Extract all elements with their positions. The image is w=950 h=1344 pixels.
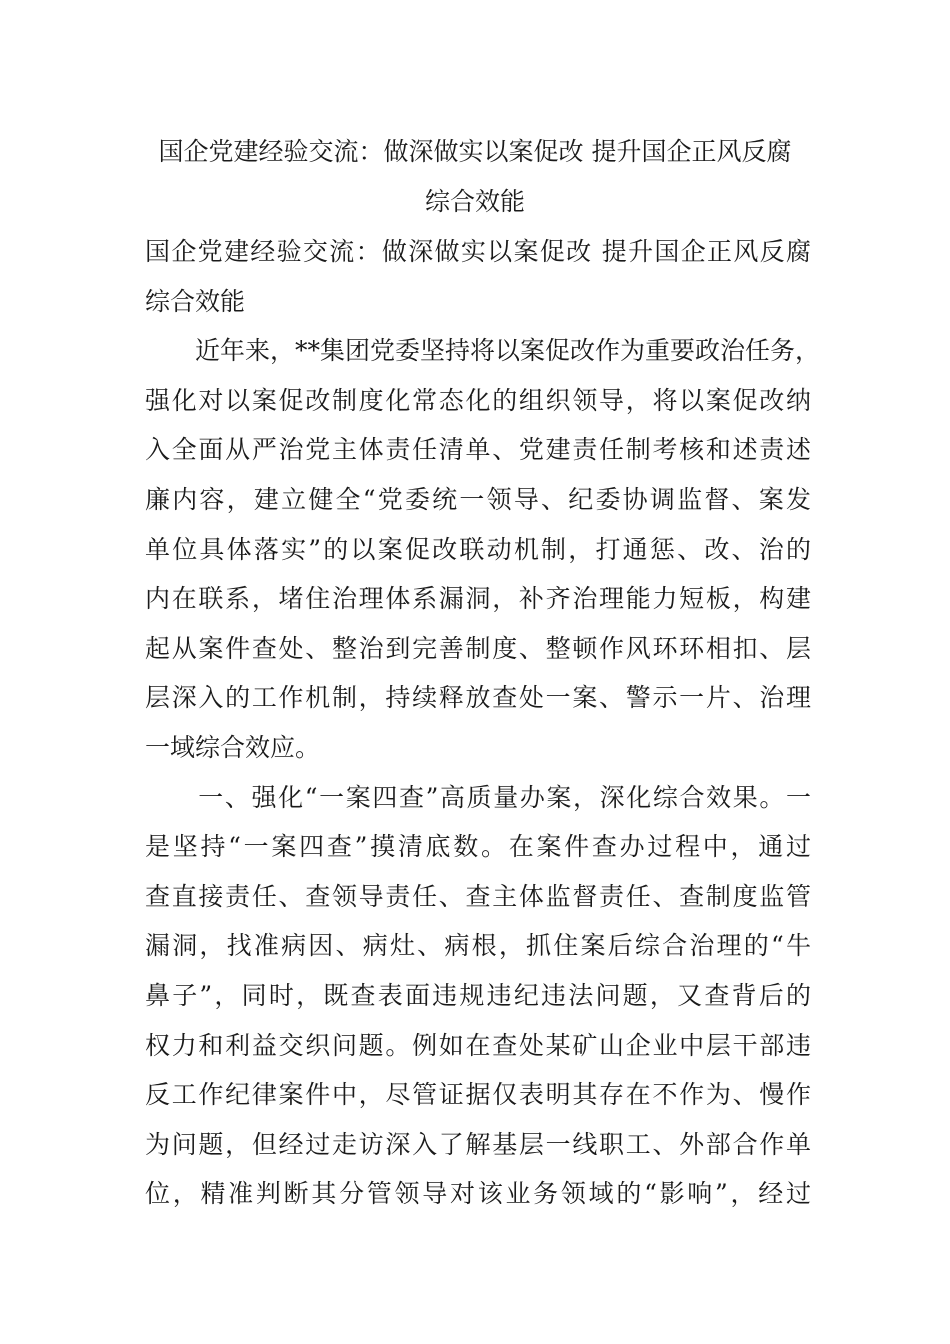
paragraph-1-line: 入全面从严治党主体责任清单、党建责任制考核和述责述 [145, 435, 811, 465]
paragraph-2-line: 反工作纪律案件中，尽管证据仅表明其存在不作为、慢作 [145, 1080, 811, 1110]
paragraph-2-line: 权力和利益交织问题。例如在查处某矿山企业中层干部违 [145, 1030, 811, 1060]
paragraph-2-line: 漏洞，找准病因、病灶、病根，抓住案后综合治理的“牛 [145, 931, 811, 961]
paragraph-1-line: 强化对以案促改制度化常态化的组织领导，将以案促改纳 [145, 385, 811, 415]
paragraph-1-line: 单位具体落实”的以案促改联动机制，打通惩、改、治的 [145, 534, 811, 564]
paragraph-1-line: 廉内容，建立健全“党委统一领导、纪委协调监督、案发 [145, 484, 811, 514]
paragraph-1-line: 层深入的工作机制，持续释放查处一案、警示一片、治理 [145, 683, 811, 713]
paragraph-1-line: 近年来，**集团党委坚持将以案促改作为重要政治任务， [145, 336, 821, 366]
title-line-2: 综合效能 [424, 187, 525, 216]
paragraph-2-line: 是坚持“一案四查”摸清底数。在案件查办过程中，通过 [145, 832, 811, 862]
document-title [145, 127, 805, 227]
paragraph-1-line: 起从案件查处、整治到完善制度、整顿作风环环相扣、层 [145, 633, 811, 663]
paragraph-2-line: 一、强化“一案四查”高质量办案，深化综合效果。一 [145, 782, 811, 812]
paragraph-2-line: 查直接责任、查领导责任、查主体监督责任、查制度监管 [145, 881, 811, 911]
paragraph-2-line: 鼻子”，同时，既查表面违规违纪违法问题，又查背后的 [145, 980, 811, 1010]
title-line-1: 国企党建经验交流：做深做实以案促改 提升国企正风反腐 [158, 137, 792, 166]
paragraph-1-line: 内在联系，堵住治理体系漏洞，补齐治理能力短板，构建 [145, 584, 811, 614]
subtitle-line-2: 综合效能 [145, 286, 246, 316]
paragraph-2-line: 位，精准判断其分管领导对该业务领域的“影响”，经过 [145, 1179, 811, 1209]
document-body [145, 227, 821, 1219]
subtitle-line-1: 国企党建经验交流：做深做实以案促改 提升国企正风反腐 [145, 237, 811, 266]
paragraph-1-line: 一域综合效应。 [145, 732, 321, 762]
paragraph-2-line: 为问题，但经过走访深入了解基层一线职工、外部合作单 [145, 1129, 811, 1159]
